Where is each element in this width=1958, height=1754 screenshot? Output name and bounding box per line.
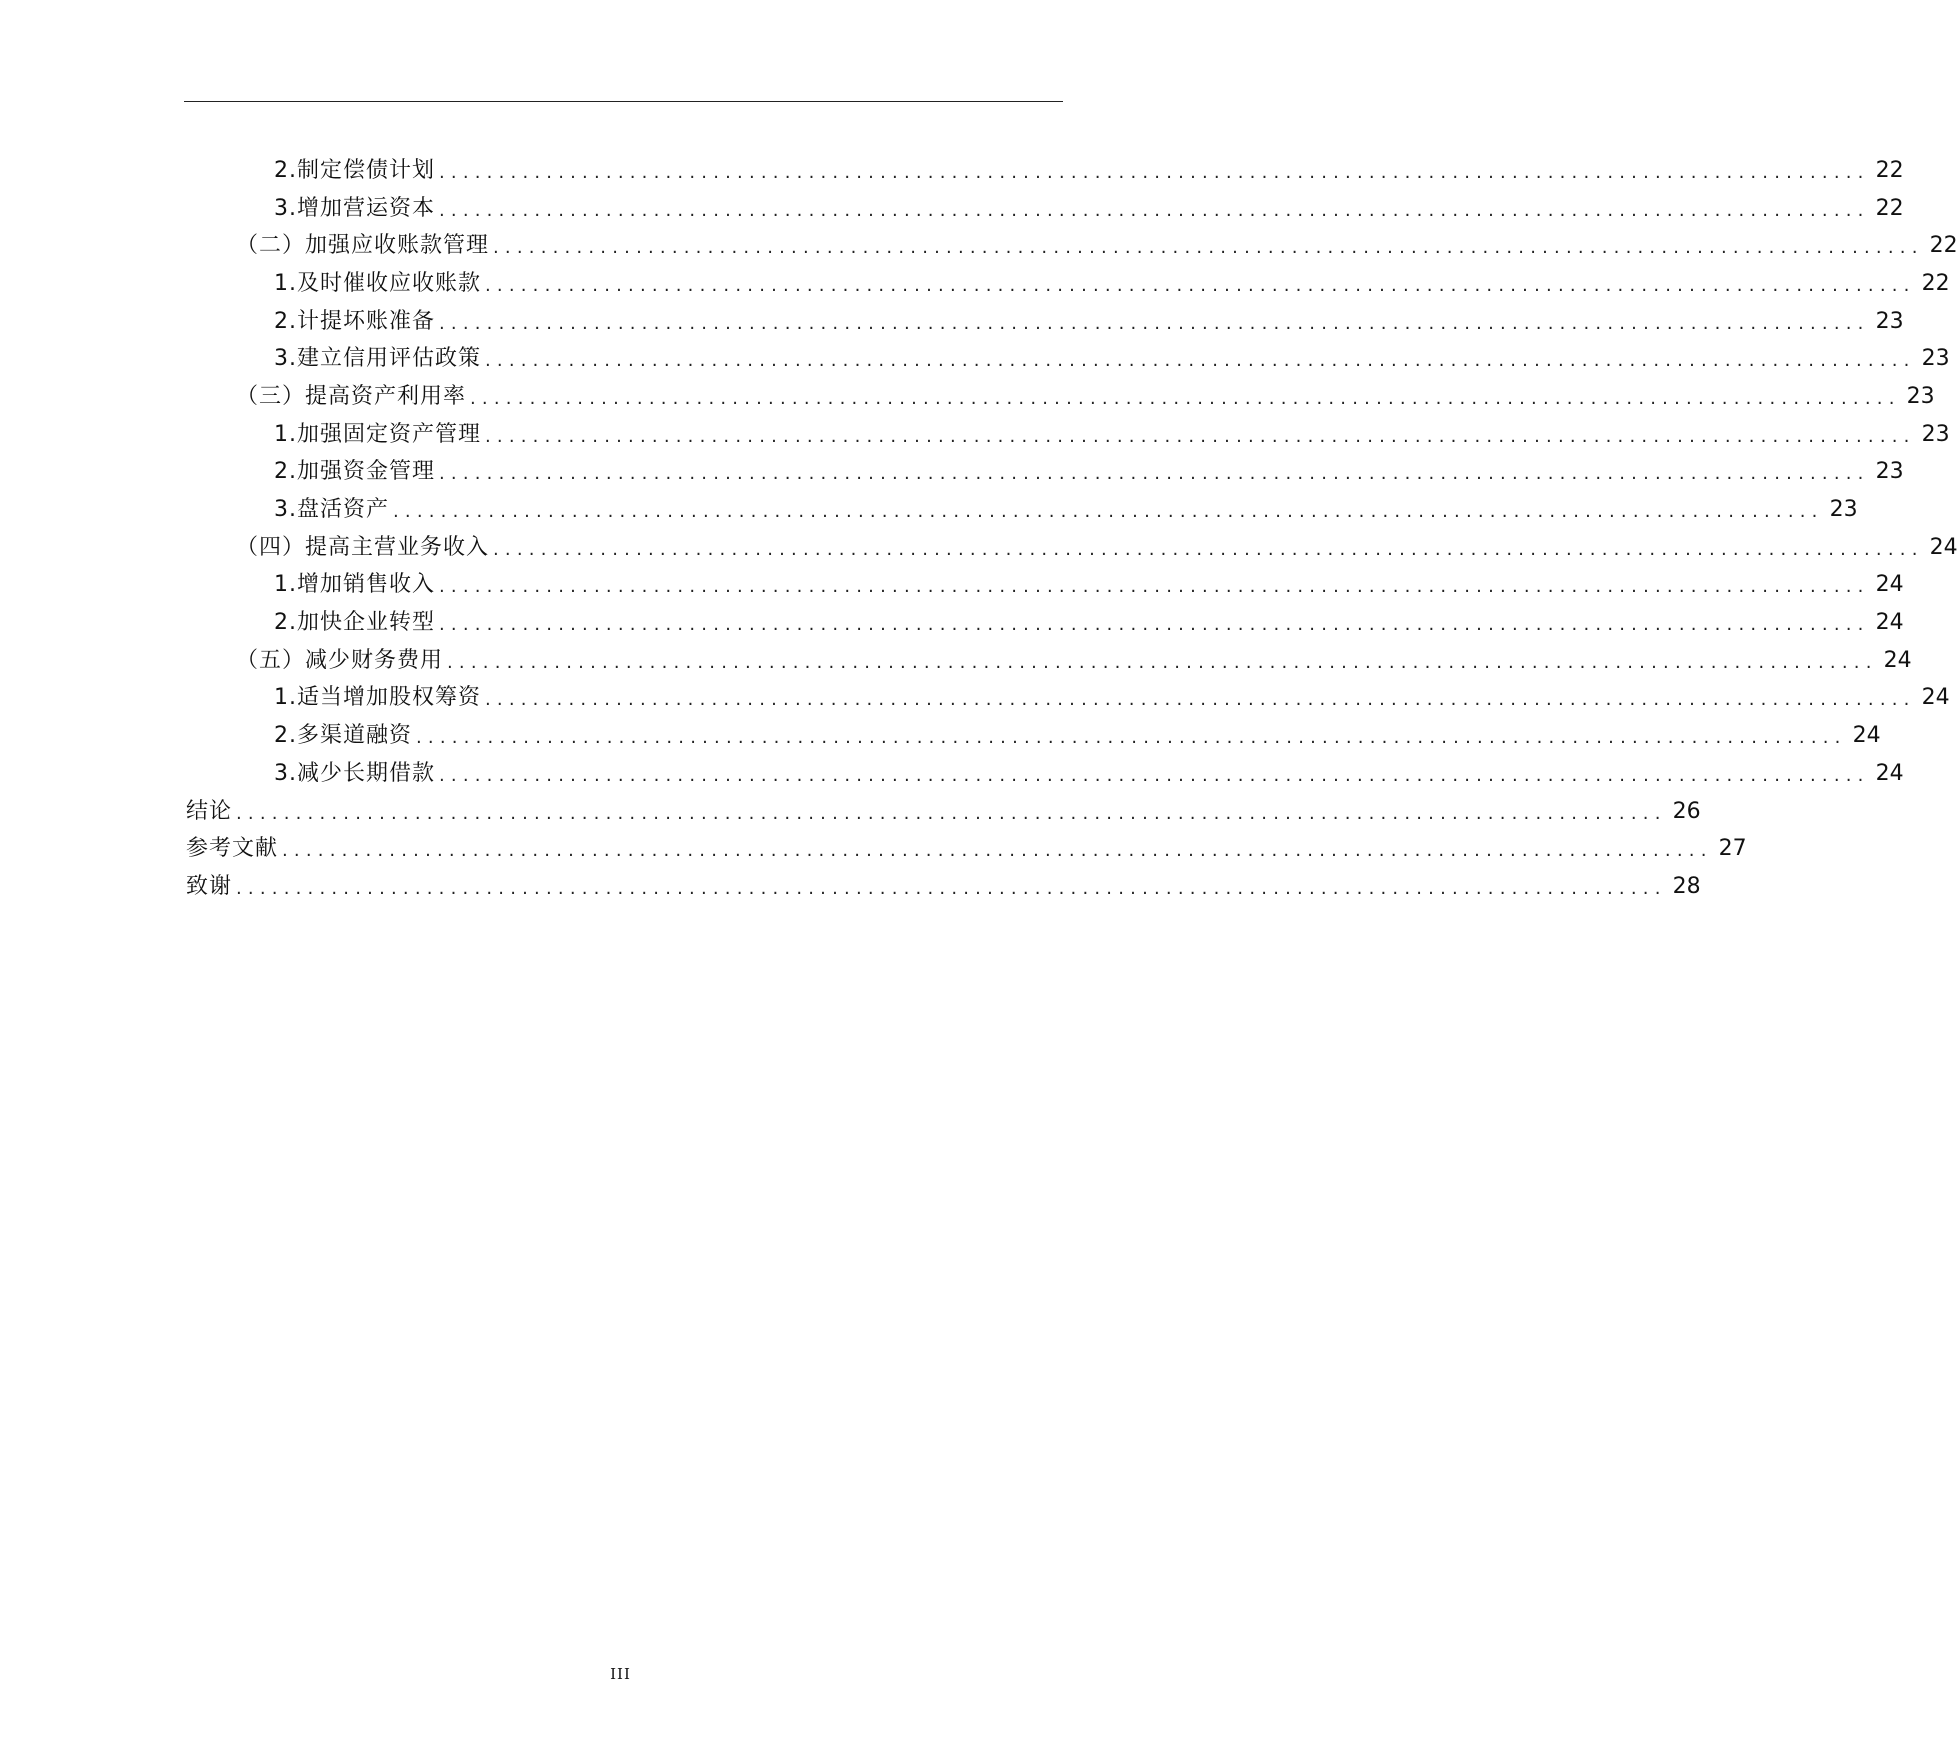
toc-entry-page: 23 [1906,383,1935,409]
toc-entry-label: 3.减少长期借款 [274,760,435,786]
toc-entry[interactable] [186,227,1958,265]
toc-entry[interactable] [186,868,1701,906]
toc-entry-page: 27 [1718,836,1747,862]
toc-dot-leader: ........................................................................................................................ [439,614,1870,636]
toc-dot-leader: ........................................................................................................................ [393,501,1824,523]
toc-entry[interactable] [186,567,1904,605]
toc-entry-page: 23 [1921,421,1950,447]
toc-entry-page: 24 [1883,647,1912,673]
toc-dot-leader: ........................................................................................................................ [485,425,1916,447]
toc-entry-label: 致谢 [186,873,233,899]
toc-entry[interactable] [186,604,1904,642]
toc-entry[interactable] [186,454,1904,492]
toc-dot-leader: ........................................................................................................................ [416,727,1847,749]
toc-entry[interactable] [186,303,1904,341]
toc-dot-leader: ........................................................................................................................ [282,840,1713,862]
toc-entry-page: 24 [1921,685,1950,711]
toc-entry[interactable] [186,152,1904,190]
toc-dot-leader: ........................................................................................................................ [439,312,1870,334]
toc-entry-label: 2.多渠道融资 [274,723,412,749]
toc-entry-label: 2.加快企业转型 [274,610,435,636]
toc-entry[interactable] [186,378,1935,416]
toc-entry-label: 1.增加销售收入 [274,572,435,598]
toc-entry[interactable] [186,680,1950,718]
toc-entry[interactable] [186,265,1950,303]
toc-entry[interactable] [186,340,1950,378]
toc-dot-leader: ........................................................................................................................ [236,877,1667,899]
toc-entry-page: 24 [1929,534,1958,560]
toc-entry-page: 23 [1875,459,1904,485]
toc-entry[interactable] [186,717,1881,755]
toc-entry-page: 22 [1929,233,1958,259]
toc-entry-page: 23 [1875,308,1904,334]
toc-entry-page: 24 [1875,610,1904,636]
page-number: III [610,1665,631,1683]
toc-dot-leader: ........................................................................................................................ [447,651,1878,673]
toc-entry[interactable] [186,529,1958,567]
toc-dot-leader: ........................................................................................................................ [470,387,1901,409]
toc-dot-leader: ........................................................................................................................ [485,274,1916,296]
toc-entry[interactable] [186,755,1904,793]
toc-dot-leader: ........................................................................................................................ [236,802,1667,824]
toc-entry-page: 22 [1875,157,1904,183]
toc-dot-leader: ........................................................................................................................ [485,350,1916,372]
toc-entry-label: （三）提高资产利用率 [236,383,467,409]
toc-entry-page: 23 [1921,346,1950,372]
toc-entry-label: 3.盘活资产 [274,497,389,523]
toc-dot-leader: ........................................................................................................................ [439,576,1870,598]
toc-dot-leader: ........................................................................................................................ [439,463,1870,485]
toc-entry-page: 24 [1875,572,1904,598]
toc-entry[interactable] [186,491,1858,529]
toc-dot-leader: ........................................................................................................................ [439,764,1870,786]
toc-dot-leader: ........................................................................................................................ [493,237,1924,259]
toc-entry-label: 2.制定偿债计划 [274,157,435,183]
toc-dot-leader: ........................................................................................................................ [485,689,1916,711]
table-of-contents [186,152,1958,906]
toc-entry-label: 1.及时催收应收账款 [274,270,481,296]
toc-entry-label: 结论 [186,798,233,824]
toc-entry[interactable] [186,190,1904,228]
toc-entry-label: 2.计提坏账准备 [274,308,435,334]
toc-entry[interactable] [186,793,1701,831]
toc-entry-page: 24 [1852,723,1881,749]
toc-entry-label: （二）加强应收账款管理 [236,233,490,259]
toc-entry-label: 参考文献 [186,836,279,862]
toc-entry[interactable] [186,416,1950,454]
toc-entry[interactable] [186,830,1747,868]
toc-entry-label: 1.加强固定资产管理 [274,421,481,447]
toc-entry-label: （四）提高主营业务收入 [236,534,490,560]
toc-dot-leader: ........................................................................................................................ [439,199,1870,221]
toc-entry-label: （五）减少财务费用 [236,647,444,673]
toc-dot-leader: ........................................................................................................................ [493,538,1924,560]
toc-entry-label: 3.建立信用评估政策 [274,346,481,372]
toc-entry-page: 22 [1875,195,1904,221]
toc-entry-page: 23 [1829,497,1858,523]
toc-entry-label: 2.加强资金管理 [274,459,435,485]
toc-entry-page: 22 [1921,270,1950,296]
toc-entry-page: 28 [1672,873,1701,899]
toc-entry-page: 24 [1875,760,1904,786]
toc-entry-label: 1.适当增加股权筹资 [274,685,481,711]
toc-entry-page: 26 [1672,798,1701,824]
toc-entry-label: 3.增加营运资本 [274,195,435,221]
toc-dot-leader: ........................................................................................................................ [439,161,1870,183]
header-rule [184,101,1063,102]
toc-entry[interactable] [186,642,1912,680]
